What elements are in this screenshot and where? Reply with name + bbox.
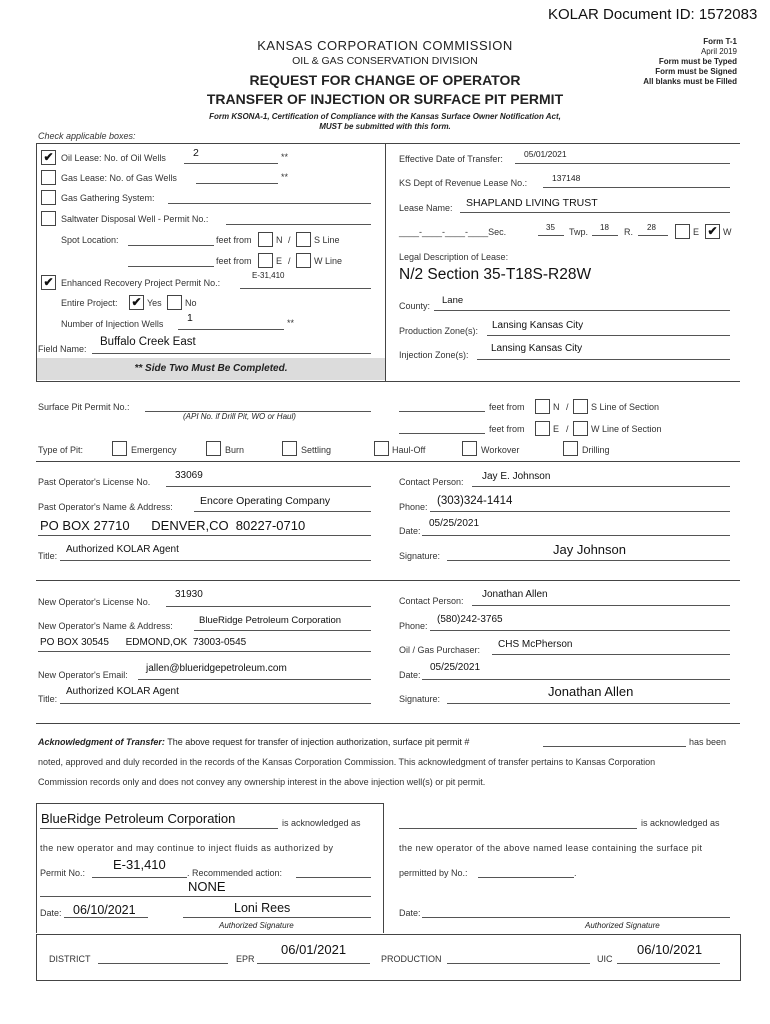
- pit-s-checkbox[interactable]: [573, 399, 588, 414]
- swd-permit-label: Saltwater Disposal Well - Permit No.:: [61, 214, 209, 224]
- production-zone-value[interactable]: Lansing Kansas City: [492, 320, 584, 331]
- ack-paragraph-line1: [38, 737, 469, 747]
- form-title-line1: REQUEST FOR CHANGE OF OPERATOR: [249, 72, 521, 88]
- spot-s-checkbox[interactable]: [296, 232, 311, 247]
- new-phone-label: Phone:: [399, 621, 428, 631]
- spot-e-checkbox[interactable]: [258, 253, 273, 268]
- legal-description-label: Legal Description of Lease:: [399, 252, 509, 262]
- past-license-label: Past Operator's License No.: [38, 477, 151, 487]
- past-phone-label: Phone:: [399, 502, 428, 512]
- ack-permit-value[interactable]: E-31,410: [113, 857, 166, 872]
- document-id: KOLAR Document ID: 1572083: [548, 6, 758, 23]
- new-email-label: New Operator's Email:: [38, 670, 128, 680]
- new-license-label: New Operator's License No.: [38, 597, 151, 607]
- ack-auth-sig-right: Authorized Signature: [585, 921, 660, 930]
- production-zone-label: Production Zone(s):: [399, 326, 479, 336]
- new-name-value[interactable]: BlueRidge Petroleum Corporation: [199, 615, 342, 626]
- ack-right-text: the new operator of the above named lease containing the surface pit: [399, 843, 703, 853]
- county-value[interactable]: Lane: [442, 295, 464, 306]
- form-date: April 2019: [700, 47, 737, 56]
- entire-project-label: Entire Project:: [61, 298, 118, 308]
- past-title-label: Title:: [38, 551, 58, 561]
- pit-type-hauloff-checkbox[interactable]: [374, 441, 389, 456]
- past-address-value[interactable]: PO BOX 27710 DENVER,CO 80227-0710: [40, 518, 306, 533]
- ack-text-2: noted, approved and duly recorded in the records of the Kansas Corporation Commission. This acknowledgment of transfer pertains to Kansas Corporation: [38, 757, 656, 767]
- past-contact-label: Contact Person:: [399, 477, 464, 487]
- new-license-value[interactable]: 31930: [175, 589, 203, 600]
- district-label: DISTRICT: [49, 954, 91, 964]
- spot-w-checkbox[interactable]: [296, 253, 311, 268]
- injection-zone-label: Injection Zone(s):: [399, 350, 469, 360]
- form-note-signed: Form must be Signed: [655, 67, 737, 76]
- ack-heading: Acknowledgment of Transfer:: [38, 737, 165, 747]
- ack-text-1: The above request for transfer of injection authorization, surface pit permit #: [167, 737, 470, 747]
- pit-type-burn-checkbox[interactable]: [206, 441, 221, 456]
- past-title-value[interactable]: Authorized KOLAR Agent: [66, 544, 179, 555]
- range-e-checkbox[interactable]: [675, 224, 690, 239]
- agency-name: KANSAS CORPORATION COMMISSION: [257, 38, 513, 53]
- new-address-value[interactable]: PO BOX 30545 EDMOND,OK 73003-0545: [40, 637, 247, 648]
- past-license-value[interactable]: 33069: [175, 470, 203, 481]
- new-name-label: New Operator's Name & Address:: [38, 621, 173, 631]
- side-two-note: ** Side Two Must Be Completed.: [134, 363, 288, 374]
- pit-w-checkbox[interactable]: [573, 421, 588, 436]
- pit-e-checkbox[interactable]: [535, 421, 550, 436]
- epr-date[interactable]: 06/01/2021: [281, 942, 347, 957]
- new-date-value[interactable]: 05/25/2021: [430, 662, 481, 673]
- new-title-value[interactable]: Authorized KOLAR Agent: [66, 686, 179, 697]
- gas-gathering-checkbox[interactable]: [41, 190, 56, 205]
- new-date-label: Date:: [399, 670, 421, 680]
- purchaser-label: Oil / Gas Purchaser:: [399, 645, 481, 655]
- spot-n-checkbox[interactable]: [258, 232, 273, 247]
- new-signature-label: Signature:: [399, 694, 441, 704]
- past-signature-label: Signature:: [399, 551, 441, 561]
- lease-name-label: Lease Name:: [399, 203, 453, 213]
- new-title-label: Title:: [38, 694, 58, 704]
- township-value[interactable]: 18: [600, 223, 609, 232]
- ack-left-company[interactable]: BlueRidge Petroleum Corporation: [41, 811, 236, 826]
- past-name-value[interactable]: Encore Operating Company: [200, 495, 331, 507]
- ack-text-3: Commission records only and does not convey any ownership interest in the above injection well(s) or pit permit.: [38, 777, 486, 787]
- eor-checkbox[interactable]: ✔: [41, 275, 56, 290]
- epr-label: EPR: [236, 954, 255, 964]
- new-contact-label: Contact Person:: [399, 596, 464, 606]
- form-subtitle-2: MUST be submitted with this form.: [319, 122, 451, 131]
- oil-lease-label: Oil Lease: No. of Oil Wells: [61, 153, 166, 163]
- entire-project-no-checkbox[interactable]: [167, 295, 182, 310]
- pit-n-checkbox[interactable]: [535, 399, 550, 414]
- effective-date-value[interactable]: 05/01/2021: [524, 149, 567, 159]
- new-phone-value[interactable]: (580)242-3765: [437, 614, 503, 625]
- range-value[interactable]: 28: [647, 223, 656, 232]
- pit-api-note: (API No. if Drill Pit, WO or Haul): [183, 412, 296, 421]
- past-name-label: Past Operator's Name & Address:: [38, 502, 173, 512]
- ack-right-date-label: Date:: [399, 908, 421, 918]
- eor-permit-label: Enhanced Recovery Project Permit No.:: [61, 278, 221, 288]
- new-contact-value[interactable]: Jonathan Allen: [482, 589, 548, 600]
- form-note-typed: Form must be Typed: [658, 57, 737, 66]
- gas-lease-checkbox[interactable]: [41, 170, 56, 185]
- check-boxes-label: Check applicable boxes:: [38, 131, 136, 141]
- oil-wells-value[interactable]: 2: [193, 147, 199, 159]
- uic-label: UIC: [597, 954, 613, 964]
- form-note-filled: All blanks must be Filled: [643, 77, 737, 86]
- injection-wells-label: Number of Injection Wells: [61, 319, 164, 329]
- field-name-label: Field Name:: [38, 344, 87, 354]
- swd-well-checkbox[interactable]: [41, 211, 56, 226]
- ack-signer[interactable]: Loni Rees: [234, 901, 291, 915]
- ack-text-1b: has been: [689, 737, 727, 747]
- ack-date-label: Date:: [40, 908, 62, 918]
- past-contact-value[interactable]: Jay E. Johnson: [482, 471, 551, 482]
- past-signature-value[interactable]: Jay Johnson: [553, 542, 626, 557]
- ack-left-text: the new operator and may continue to inject fluids as authorized by: [40, 843, 334, 853]
- eor-permit-value[interactable]: E-31,410: [252, 271, 285, 280]
- range-w-checkbox[interactable]: ✔: [705, 224, 720, 239]
- pit-type-label: Type of Pit:: [38, 445, 84, 455]
- county-label: County:: [399, 301, 431, 311]
- gas-gathering-label: Gas Gathering System:: [61, 193, 155, 203]
- injection-wells-value[interactable]: 1: [187, 312, 193, 324]
- past-date-value[interactable]: 05/25/2021: [429, 518, 480, 529]
- ack-permit-label: Permit No.:: [40, 868, 86, 878]
- uic-date[interactable]: 06/10/2021: [637, 942, 703, 957]
- section-value[interactable]: 35: [546, 223, 555, 232]
- ksdor-lease-value[interactable]: 137148: [552, 173, 581, 183]
- ack-recommended-action[interactable]: NONE: [188, 879, 226, 894]
- form-subtitle-1: Form KSONA-1, Certification of Compliance with the Kansas Surface Owner Notification Act,: [209, 112, 561, 121]
- lease-name-value[interactable]: SHAPLAND LIVING TRUST: [466, 197, 598, 209]
- pit-type-settling-checkbox[interactable]: [282, 441, 297, 456]
- injection-zone-value[interactable]: Lansing Kansas City: [491, 343, 583, 354]
- ksdor-lease-label: KS Dept of Revenue Lease No.:: [399, 178, 528, 188]
- legal-description-value[interactable]: N/2 Section 35-T18S-R28W: [399, 266, 592, 283]
- form-number: Form T-1: [703, 37, 737, 46]
- pit-type-workover-checkbox[interactable]: [462, 441, 477, 456]
- location-row-prefix: ____-____-____-____Sec.: [399, 227, 507, 237]
- oil-lease-checkbox[interactable]: ✔: [41, 150, 56, 165]
- pit-permit-label: Surface Pit Permit No.:: [38, 402, 130, 412]
- new-signature-value[interactable]: Jonathan Allen: [548, 684, 634, 699]
- pit-type-drilling-checkbox[interactable]: [563, 441, 578, 456]
- new-email-value[interactable]: jallen@blueridgepetroleum.com: [146, 663, 287, 674]
- ack-auth-sig-left: Authorized Signature: [219, 921, 294, 930]
- division-name: OIL & GAS CONSERVATION DIVISION: [292, 55, 478, 67]
- past-phone-value[interactable]: (303)324-1414: [437, 495, 513, 507]
- purchaser-value[interactable]: CHS McPherson: [498, 639, 573, 650]
- effective-date-label: Effective Date of Transfer:: [399, 154, 503, 164]
- ack-date-value[interactable]: 06/10/2021: [73, 903, 136, 917]
- entire-project-yes-checkbox[interactable]: ✔: [129, 295, 144, 310]
- spot-location-label: Spot Location:: [61, 235, 119, 245]
- pit-type-emergency-checkbox[interactable]: [112, 441, 127, 456]
- past-date-label: Date:: [399, 526, 421, 536]
- ack-permitted-by-label: permitted by No.:: [399, 868, 468, 878]
- gas-lease-label: Gas Lease: No. of Gas Wells: [61, 173, 177, 183]
- production-label: PRODUCTION: [381, 954, 442, 964]
- field-name-value[interactable]: Buffalo Creek East: [100, 336, 196, 348]
- form-title-line2: TRANSFER OF INJECTION OR SURFACE PIT PERMIT: [206, 91, 564, 107]
